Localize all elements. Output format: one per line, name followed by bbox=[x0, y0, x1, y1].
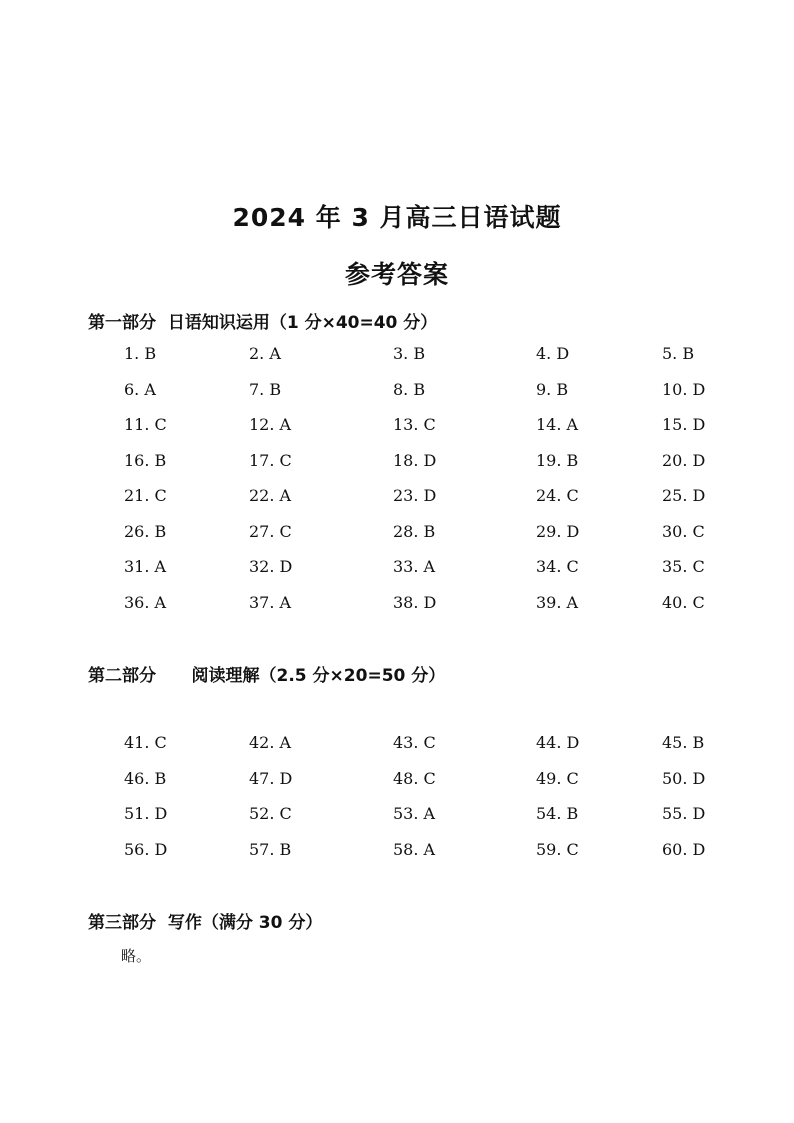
answer-item: 59. C bbox=[536, 839, 579, 859]
answer-item: 3. B bbox=[393, 344, 426, 363]
answer-item: 58. A bbox=[393, 839, 436, 859]
answer-item: 7. B bbox=[249, 379, 282, 399]
answer-item: 46. B bbox=[124, 768, 167, 788]
answer-item: 49. C bbox=[536, 768, 579, 788]
answer-item: 57. B bbox=[249, 839, 292, 859]
answer-item: 56. D bbox=[124, 839, 168, 859]
answer-item: 39. A bbox=[536, 592, 579, 612]
answer-item: 31. A bbox=[124, 557, 167, 576]
answer-row bbox=[0, 731, 794, 767]
answer-item: 48. C bbox=[393, 768, 436, 788]
answer-item: 15. D bbox=[662, 415, 706, 434]
answer-item: 47. D bbox=[249, 768, 293, 788]
answer-item: 52. C bbox=[249, 804, 292, 823]
answer-row bbox=[0, 555, 794, 591]
answer-item: 55. D bbox=[662, 804, 706, 823]
answer-row bbox=[0, 449, 794, 485]
answer-item: 24. C bbox=[536, 486, 579, 505]
answer-item: 11. C bbox=[124, 415, 167, 434]
answer-item: 1. B bbox=[124, 344, 157, 363]
answer-item: 29. D bbox=[536, 521, 580, 541]
answer-row bbox=[0, 591, 794, 627]
answer-item: 37. A bbox=[249, 592, 292, 612]
answer-item: 4. D bbox=[536, 344, 570, 363]
answer-item: 42. A bbox=[249, 733, 292, 752]
answer-row bbox=[0, 342, 794, 378]
answer-item: 5. B bbox=[662, 344, 695, 363]
answer-item: 26. B bbox=[124, 521, 167, 541]
answer-item: 14. A bbox=[536, 415, 579, 434]
answer-item: 22. A bbox=[249, 486, 292, 505]
answer-item: 38. D bbox=[393, 592, 437, 612]
answer-row bbox=[0, 378, 794, 414]
answer-item: 30. C bbox=[662, 521, 705, 541]
answer-item: 25. D bbox=[662, 486, 706, 505]
answer-item: 27. C bbox=[249, 521, 292, 541]
answer-item: 54. B bbox=[536, 804, 579, 823]
answer-item: 35. C bbox=[662, 557, 705, 576]
answer-item: 32. D bbox=[249, 557, 293, 576]
answer-item: 50. D bbox=[662, 768, 706, 788]
answer-item: 20. D bbox=[662, 450, 706, 470]
answer-row bbox=[0, 802, 794, 838]
answer-item: 41. C bbox=[124, 733, 167, 752]
section-2-heading: 第二部分 阅读理解（2.5 分×20=50 分） bbox=[88, 666, 446, 686]
answer-row bbox=[0, 413, 794, 449]
answer-item: 60. D bbox=[662, 839, 706, 859]
answer-item: 45. B bbox=[662, 733, 705, 752]
answer-item: 9. B bbox=[536, 379, 569, 399]
answer-item: 21. C bbox=[124, 486, 167, 505]
answer-item: 17. C bbox=[249, 450, 292, 470]
section-1-answers bbox=[0, 342, 794, 626]
answer-item: 53. A bbox=[393, 804, 436, 823]
answer-item: 28. B bbox=[393, 521, 436, 541]
answer-item: 19. B bbox=[536, 450, 579, 470]
answer-row bbox=[0, 838, 794, 874]
answer-item: 18. D bbox=[393, 450, 437, 470]
page-title: 2024 年 3 月高三日语试题 bbox=[232, 203, 562, 232]
answer-item: 34. C bbox=[536, 557, 579, 576]
answer-item: 2. A bbox=[249, 344, 281, 363]
answer-row bbox=[0, 484, 794, 520]
answer-item: 44. D bbox=[536, 733, 580, 752]
answer-row bbox=[0, 767, 794, 803]
answer-item: 16. B bbox=[124, 450, 167, 470]
section-2-answers bbox=[0, 731, 794, 873]
section-3-heading: 第三部分 写作（满分 30 分） bbox=[88, 913, 323, 933]
answer-item: 8. B bbox=[393, 379, 426, 399]
answer-item: 51. D bbox=[124, 804, 168, 823]
answer-item: 36. A bbox=[124, 592, 167, 612]
answer-item: 40. C bbox=[662, 592, 705, 612]
answer-item: 23. D bbox=[393, 486, 437, 505]
section-1-heading: 第一部分 日语知识运用（1 分×40=40 分） bbox=[88, 313, 438, 333]
answer-item: 6. A bbox=[124, 379, 156, 399]
answer-item: 12. A bbox=[249, 415, 292, 434]
answer-item: 10. D bbox=[662, 379, 706, 399]
answer-item: 13. C bbox=[393, 415, 436, 434]
page-subtitle: 参考答案 bbox=[344, 260, 449, 289]
section-3-note: 略。 bbox=[121, 947, 152, 965]
answer-item: 33. A bbox=[393, 557, 436, 576]
answer-item: 43. C bbox=[393, 733, 436, 752]
answer-row bbox=[0, 520, 794, 556]
